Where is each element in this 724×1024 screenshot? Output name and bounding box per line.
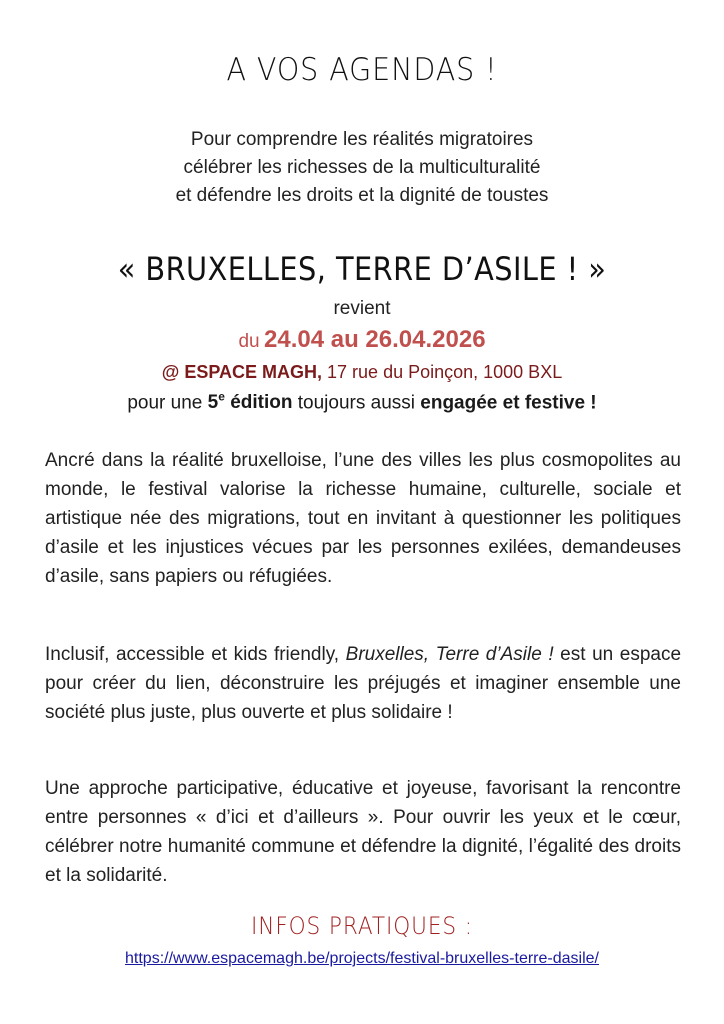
paragraph-2-italic: Bruxelles, Terre d’Asile ! [345,644,554,665]
festival-link-line [0,950,724,968]
infos-pratiques-heading: INFOS PRATIQUES : [251,912,473,940]
paragraph-2-start: Inclusif, accessible et kids friendly, [45,644,340,665]
venue-address: 17 rue du Poinçon, 1000 BXL [327,362,563,382]
revient-text: revient [333,298,391,319]
intro-line: célébrer les richesses de la multiculturalité [183,157,541,178]
paragraph-2-end: est un espace pour créer du lien, déconstruire les préjugés et imaginer ensemble une société plus juste, plus ouverte et plus solidaire ! [45,644,682,723]
intro-line: Pour comprendre les réalités migratoires [190,129,534,150]
festival-dates [0,326,724,354]
festival-title: « BRUXELLES, TERRE D’ASILE ! » [117,250,607,288]
edition-end: engagée et festive ! [420,392,597,414]
edition-middle: toujours aussi [297,392,415,414]
dates-prefix: du [238,331,260,352]
edition-sup: e [218,390,225,404]
venue-name: @ ESPACE MAGH, [161,362,323,382]
dates-range: 24.04 au 26.04.2026 [264,326,486,353]
paragraph-2 [45,640,681,727]
festival-location [0,362,724,383]
edition-prefix: pour une [127,392,203,414]
intro-line: et défendre les droits et la dignité de toustes [175,185,549,206]
intro-block [0,126,724,210]
edition-line [0,390,724,414]
festival-link[interactable]: https://www.espacemagh.be/projects/festival-bruxelles-terre-dasile/ [125,950,599,967]
paragraph-3: Une approche participative, éducative et joyeuse, favorisant la rencontre entre personnes « d’ici et d’ailleurs ». Pour ouvrir les yeux et le cœur, célébrer notre humanité commune et défendre la dignité, l’égalité des droits et la solidarité. [45,778,681,886]
edition-number: 5 [207,392,219,414]
paragraph-1: Ancré dans la réalité bruxelloise, l’une des villes les plus cosmopolites au monde, le festival valorise la richesse humaine, culturelle, sociale et artistique née des migrations, tout en invitant à questionner les politiques d’asile et les injustices vécues par les personnes exilées, demandeuses d’asile, sans papiers ou réfugiées. [45,450,681,587]
page-title: A VOS AGENDAS ! [226,52,498,88]
edition-word: édition [230,392,293,414]
